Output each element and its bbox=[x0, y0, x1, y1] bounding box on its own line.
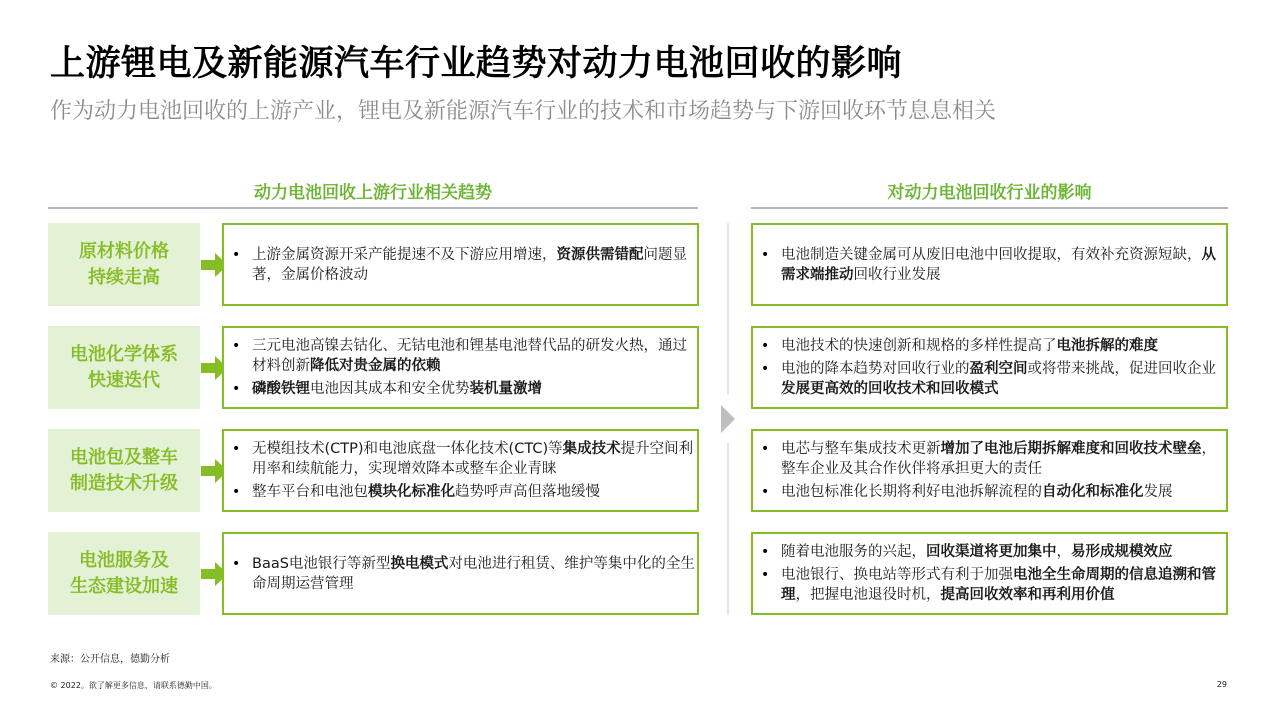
trend-box-manufacturing bbox=[222, 429, 699, 512]
bullet-item bbox=[252, 379, 697, 399]
text: 发展 bbox=[1143, 484, 1173, 500]
bullet-item bbox=[252, 439, 697, 479]
text: 问题显著，金属价格波动 bbox=[252, 246, 687, 283]
trend-label-raw-material: 原材料价格 持续走高 bbox=[48, 223, 200, 306]
text: BaaS电池银行等新型 bbox=[252, 555, 391, 572]
bold-text: 回收渠道将更加集中 bbox=[926, 544, 1057, 560]
text: 提升空间利用率和续航能力，实现增效降本或整车企业青睐 bbox=[252, 441, 694, 477]
text: 整车平台和电池包 bbox=[252, 484, 368, 500]
copyright-text: © 2022。欲了解更多信息，请联系德勤中国。 bbox=[50, 681, 217, 690]
text: 回收行业发展 bbox=[853, 266, 941, 283]
text: 电池制造关键金属可从废旧电池中回收提取，有效补充资源短缺， bbox=[781, 246, 1202, 263]
impact-box-manufacturing bbox=[751, 429, 1228, 512]
text: ，整车企业及其合作伙伴将承担更大的责任 bbox=[781, 441, 1216, 477]
bold-text: 集成技术 bbox=[562, 441, 621, 457]
bullet-item bbox=[781, 439, 1226, 479]
text: 对电池进行租赁、维护等集中化的全生命周期运营管理 bbox=[252, 555, 695, 592]
chevron-right-icon bbox=[721, 405, 735, 433]
right-column-header: 对动力电池回收行业的影响 bbox=[887, 183, 1092, 203]
center-divider bbox=[727, 443, 729, 615]
right-header-rule bbox=[751, 207, 1228, 209]
bold-text: 模块化标准化 bbox=[368, 484, 455, 500]
bold-text: 电池拆解的难度 bbox=[1056, 338, 1158, 354]
trend-label-manufacturing: 电池包及整车 制造技术升级 bbox=[48, 429, 200, 512]
text: 电池的降本趋势对回收行业的 bbox=[781, 361, 970, 377]
text: 趋势呼声高但落地缓慢 bbox=[455, 484, 600, 500]
left-header-rule bbox=[48, 207, 698, 209]
page-number: 29 bbox=[1216, 680, 1227, 689]
bold-text: 盈利空间 bbox=[969, 361, 1028, 377]
center-divider bbox=[727, 223, 729, 395]
bold-text: 降低对贵金属的依赖 bbox=[310, 358, 441, 374]
bullet-item bbox=[781, 336, 1226, 356]
text: 电池包标准化长期将利好电池拆解流程的 bbox=[781, 484, 1042, 500]
bullet-item bbox=[252, 554, 697, 594]
trend-box-chemistry bbox=[222, 326, 699, 409]
trend-box-services bbox=[222, 532, 699, 615]
trend-box-raw-material bbox=[222, 223, 699, 306]
impact-box-chemistry bbox=[751, 326, 1228, 409]
bold-text: 自动化和标准化 bbox=[1042, 484, 1144, 500]
text: 电芯与整车集成技术更新 bbox=[781, 441, 941, 457]
text: ， bbox=[1056, 544, 1071, 560]
bullet-item bbox=[781, 565, 1226, 605]
left-column-header: 动力电池回收上游行业相关趋势 bbox=[254, 183, 492, 203]
text: 电池因其成本和安全优势 bbox=[310, 381, 470, 397]
bold-text: 装机量激增 bbox=[469, 381, 542, 397]
bullet-item bbox=[252, 482, 697, 502]
bullet-item bbox=[781, 245, 1226, 285]
bold-text: 换电模式 bbox=[390, 555, 449, 572]
bullet-item bbox=[781, 359, 1226, 399]
impact-box-raw-material bbox=[751, 223, 1228, 306]
trend-label-services: 电池服务及 生态建设加速 bbox=[48, 532, 200, 615]
bold-text: 磷酸铁锂 bbox=[252, 381, 310, 397]
bold-text: 资源供需错配 bbox=[556, 246, 644, 263]
text: 或将带来挑战，促进回收企业 bbox=[1027, 361, 1216, 377]
text: 随着电池服务的兴起， bbox=[781, 544, 926, 560]
trend-label-chemistry: 电池化学体系 快速迭代 bbox=[48, 326, 200, 409]
bullet-item bbox=[252, 336, 697, 376]
impact-box-services bbox=[751, 532, 1228, 615]
text: 无模组技术(CTP)和电池底盘一体化技术(CTC)等 bbox=[252, 441, 563, 457]
bold-text: 易形成规模效应 bbox=[1071, 544, 1173, 560]
text: 电池银行、换电站等形式有利于加强 bbox=[781, 567, 1013, 583]
text: ，把握电池退役时机， bbox=[795, 587, 941, 603]
text: 电池技术的快速创新和规格的多样性提高了 bbox=[781, 338, 1057, 354]
bullet-item bbox=[781, 482, 1226, 502]
source-note: 来源：公开信息，德勤分析 bbox=[50, 654, 170, 665]
bullet-item bbox=[252, 245, 697, 285]
bold-text: 电池全生命周期的信息追溯和管理 bbox=[781, 567, 1216, 603]
page-subtitle: 作为动力电池回收的上游产业，锂电及新能源汽车行业的技术和市场趋势与下游回收环节息息相关 bbox=[50, 99, 997, 124]
text: 三元电池高镍去钴化、无钴电池和锂基电池替代品的研发火热，通过材料创新 bbox=[252, 338, 687, 374]
bold-text: 从需求端推动 bbox=[781, 246, 1216, 283]
page-title: 上游锂电及新能源汽车行业趋势对动力电池回收的影响 bbox=[50, 44, 903, 84]
bold-text: 发展更高效的回收技术和回收模式 bbox=[781, 381, 999, 397]
text: 上游金属资源开采产能提速不及下游应用增速， bbox=[252, 246, 557, 263]
bullet-item bbox=[781, 542, 1226, 562]
bold-text: 增加了电池后期拆解难度和回收技术壁垒 bbox=[940, 441, 1202, 457]
bold-text: 提高回收效率和再利用价值 bbox=[940, 587, 1115, 603]
